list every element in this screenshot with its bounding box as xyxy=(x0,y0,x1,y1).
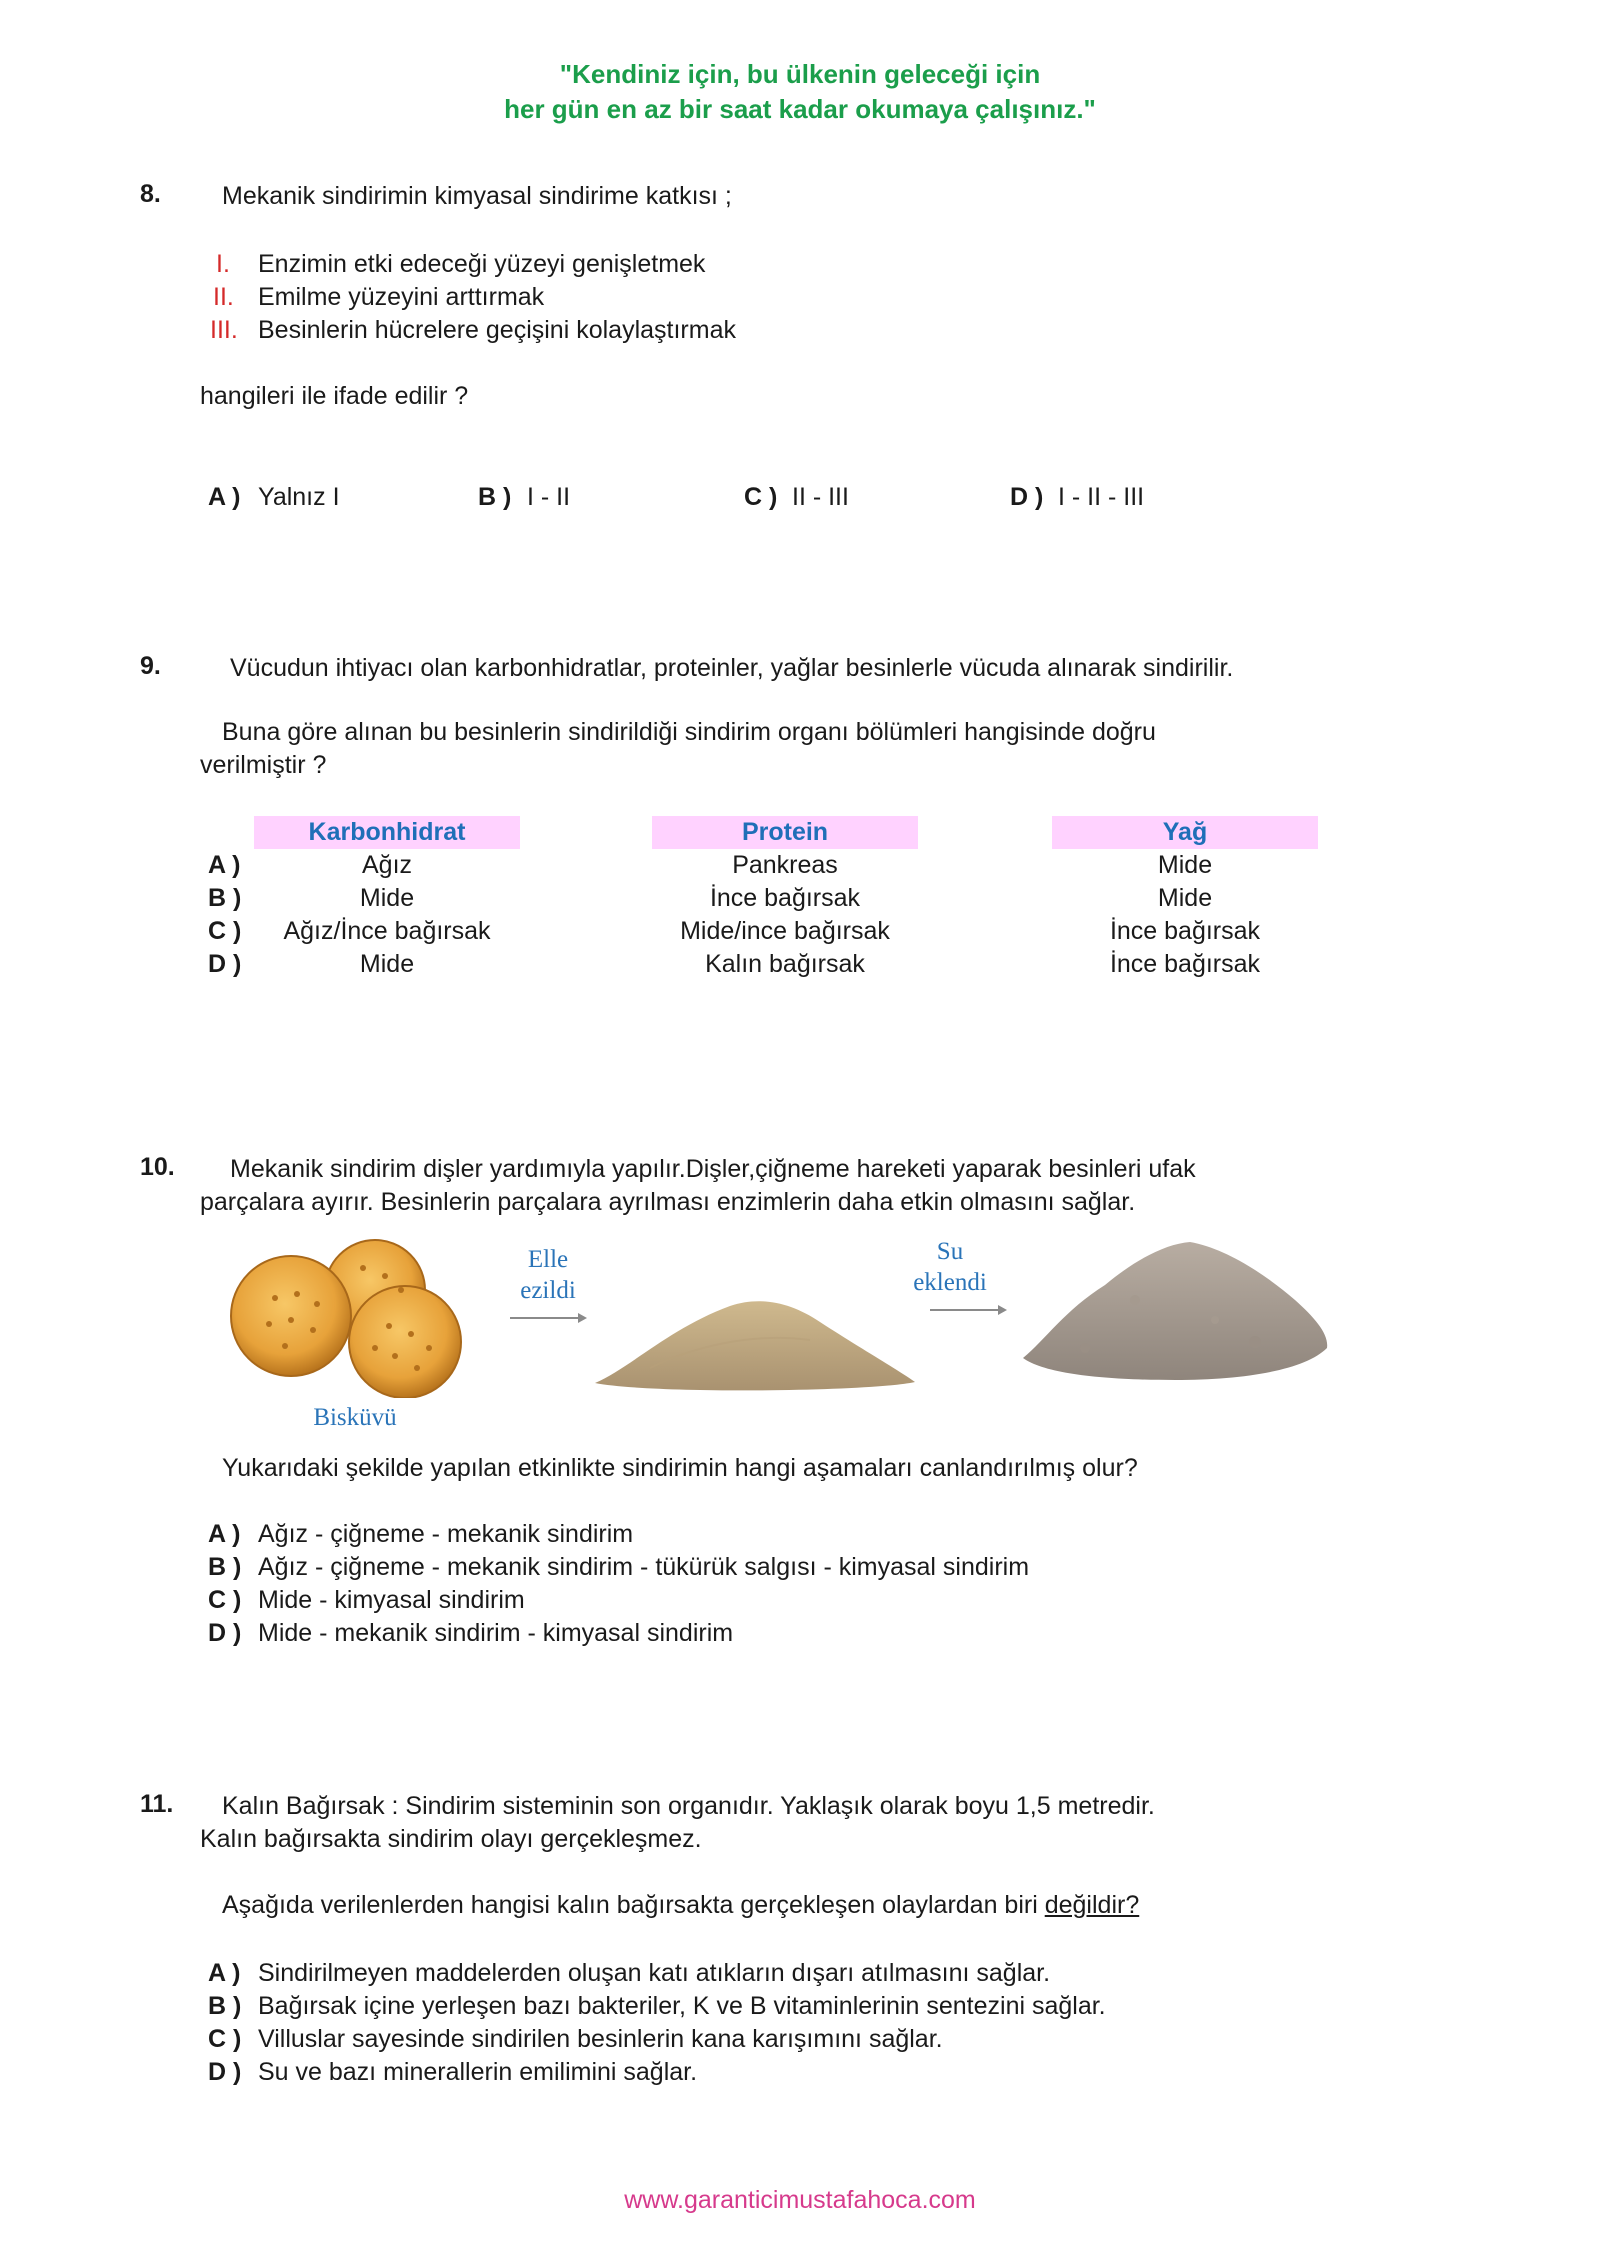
option-letter-a[interactable]: A ) xyxy=(208,1959,241,1987)
option-letter-b[interactable]: B ) xyxy=(208,1553,242,1581)
question-stem-line-2: parçalara ayırır. Besinlerin parçalara ayrılması enzimlerin daha etkin olmasını sağlar. xyxy=(200,1188,1136,1216)
question-number: 9. xyxy=(140,652,161,680)
question-stem-line-2: Kalın bağırsakta sindirim olayı gerçekleşmez. xyxy=(200,1825,702,1853)
option-b[interactable]: Ağız - çiğneme - mekanik sindirim - tükürük salgısı - kimyasal sindirim xyxy=(258,1553,1030,1581)
motto-line-2: her gün en az bir saat kadar okumaya çalışınız." xyxy=(504,94,1096,124)
footer-website-link[interactable]: www.garanticimustafahoca.com xyxy=(624,2186,976,2214)
question-number: 11. xyxy=(140,1790,174,1818)
option-letter-b[interactable]: B ) xyxy=(478,483,512,511)
question-prompt-text: Aşağıda verilenlerden hangisi kalın bağırsakta gerçekleşen olaylardan biri xyxy=(222,1891,1045,1919)
option-d[interactable]: Mide - mekanik sindirim - kimyasal sindirim xyxy=(258,1619,734,1647)
digestion-figure xyxy=(225,1230,1350,1450)
question-stem-line-1: Kalın Bağırsak : Sindirim sisteminin son organıdır. Yaklaşık olarak boyu 1,5 metredir. xyxy=(222,1792,1155,1820)
arrow-right-icon xyxy=(508,1310,588,1326)
table-cell: İnce bağırsak xyxy=(1109,950,1261,978)
biscuit-caption: Bisküvü xyxy=(313,1404,397,1431)
step-label-elle: Elle xyxy=(527,1246,569,1273)
crushed-powder-image xyxy=(590,1288,920,1398)
roman-numeral: II. xyxy=(213,283,234,311)
wet-powder-image xyxy=(1015,1230,1335,1390)
question-stem: Mekanik sindirimin kimyasal sindirime katkısı ; xyxy=(222,182,732,210)
option-c[interactable]: Mide - kimyasal sindirim xyxy=(258,1586,525,1614)
table-header-karbonhidrat: Karbonhidrat xyxy=(254,816,520,849)
option-d[interactable]: Su ve bazı minerallerin emilimini sağlar. xyxy=(258,2058,698,2086)
option-letter-c[interactable]: C ) xyxy=(208,917,242,945)
table-cell: Mide/ince bağırsak xyxy=(680,917,890,945)
question-prompt: hangileri ile ifade edilir ? xyxy=(200,382,469,410)
question-number: 10. xyxy=(140,1153,175,1181)
option-letter-d[interactable]: D ) xyxy=(208,2058,242,2086)
table-cell: İnce bağırsak xyxy=(1109,917,1261,945)
question-prompt-line-2: verilmiştir ? xyxy=(200,751,327,779)
step-label-ezildi: ezildi xyxy=(520,1277,576,1304)
option-a[interactable]: Ağız - çiğneme - mekanik sindirim xyxy=(258,1520,634,1548)
option-letter-d[interactable]: D ) xyxy=(1010,483,1044,511)
table-header-protein: Protein xyxy=(652,816,918,849)
question-stem: Vücudun ihtiyacı olan karbonhidratlar, proteinler, yağlar besinlerle vücuda alınarak sindirilir. xyxy=(230,654,1234,682)
table-cell: Pankreas xyxy=(732,851,838,879)
question-prompt-emphasis: değildir? xyxy=(1044,1891,1140,1919)
table-cell: Mide xyxy=(359,950,415,978)
option-c[interactable]: Villuslar sayesinde sindirilen besinlerin kana karışımını sağlar. xyxy=(258,2025,943,2053)
step-label-eklendi: eklendi xyxy=(913,1269,987,1296)
arrow-right-icon xyxy=(928,1302,1008,1318)
list-item: Enzimin etki edeceği yüzeyi genişletmek xyxy=(258,250,706,278)
option-letter-c[interactable]: C ) xyxy=(744,483,778,511)
table-cell: Mide xyxy=(1157,851,1213,879)
table-cell: Mide xyxy=(1157,884,1213,912)
option-a[interactable]: Sindirilmeyen maddelerden oluşan katı atıkların dışarı atılmasını sağlar. xyxy=(258,1959,1051,1987)
roman-numeral: III. xyxy=(210,316,238,344)
option-letter-d[interactable]: D ) xyxy=(208,1619,242,1647)
roman-numeral: I. xyxy=(216,250,230,278)
question-prompt: Yukarıdaki şekilde yapılan etkinlikte sindirimin hangi aşamaları canlandırılmış olur? xyxy=(222,1454,1138,1482)
option-letter-a[interactable]: A ) xyxy=(208,1520,241,1548)
table-header-yag: Yağ xyxy=(1052,816,1318,849)
option-letter-a[interactable]: A ) xyxy=(208,483,241,511)
option-letter-b[interactable]: B ) xyxy=(208,1992,242,2020)
option-letter-c[interactable]: C ) xyxy=(208,1586,242,1614)
question-prompt-line-1: Buna göre alınan bu besinlerin sindirildiği sindirim organı bölümleri hangisinde doğru xyxy=(222,718,1156,746)
step-label-su: Su xyxy=(936,1238,964,1265)
biscuit-image xyxy=(225,1238,485,1398)
option-c[interactable]: II - III xyxy=(792,483,849,511)
list-item: Emilme yüzeyini arttırmak xyxy=(258,283,545,311)
option-letter-b[interactable]: B ) xyxy=(208,884,242,912)
option-b[interactable]: Bağırsak içine yerleşen bazı bakteriler, K ve B vitaminlerinin sentezini sağlar. xyxy=(258,1992,1106,2020)
question-prompt xyxy=(222,1889,1139,1922)
option-letter-d[interactable]: D ) xyxy=(208,950,242,978)
table-cell: İnce bağırsak xyxy=(709,884,861,912)
option-a[interactable]: Yalnız I xyxy=(258,483,340,511)
table-cell: Kalın bağırsak xyxy=(705,950,865,978)
option-letter-c[interactable]: C ) xyxy=(208,2025,242,2053)
option-b[interactable]: I - II xyxy=(527,483,571,511)
table-cell: Ağız/İnce bağırsak xyxy=(283,917,491,945)
option-d[interactable]: I - II - III xyxy=(1058,483,1145,511)
table-cell: Ağız xyxy=(361,851,413,879)
table-cell: Mide xyxy=(359,884,415,912)
question-number: 8. xyxy=(140,180,161,208)
motto-line-1: "Kendiniz için, bu ülkenin geleceği için xyxy=(559,59,1041,89)
question-stem-line-1: Mekanik sindirim dişler yardımıyla yapılır.Dişler,çiğneme hareketi yaparak besinleri ufak xyxy=(230,1155,1196,1183)
option-letter-a[interactable]: A ) xyxy=(208,851,241,879)
list-item: Besinlerin hücrelere geçişini kolaylaştırmak xyxy=(258,316,736,344)
